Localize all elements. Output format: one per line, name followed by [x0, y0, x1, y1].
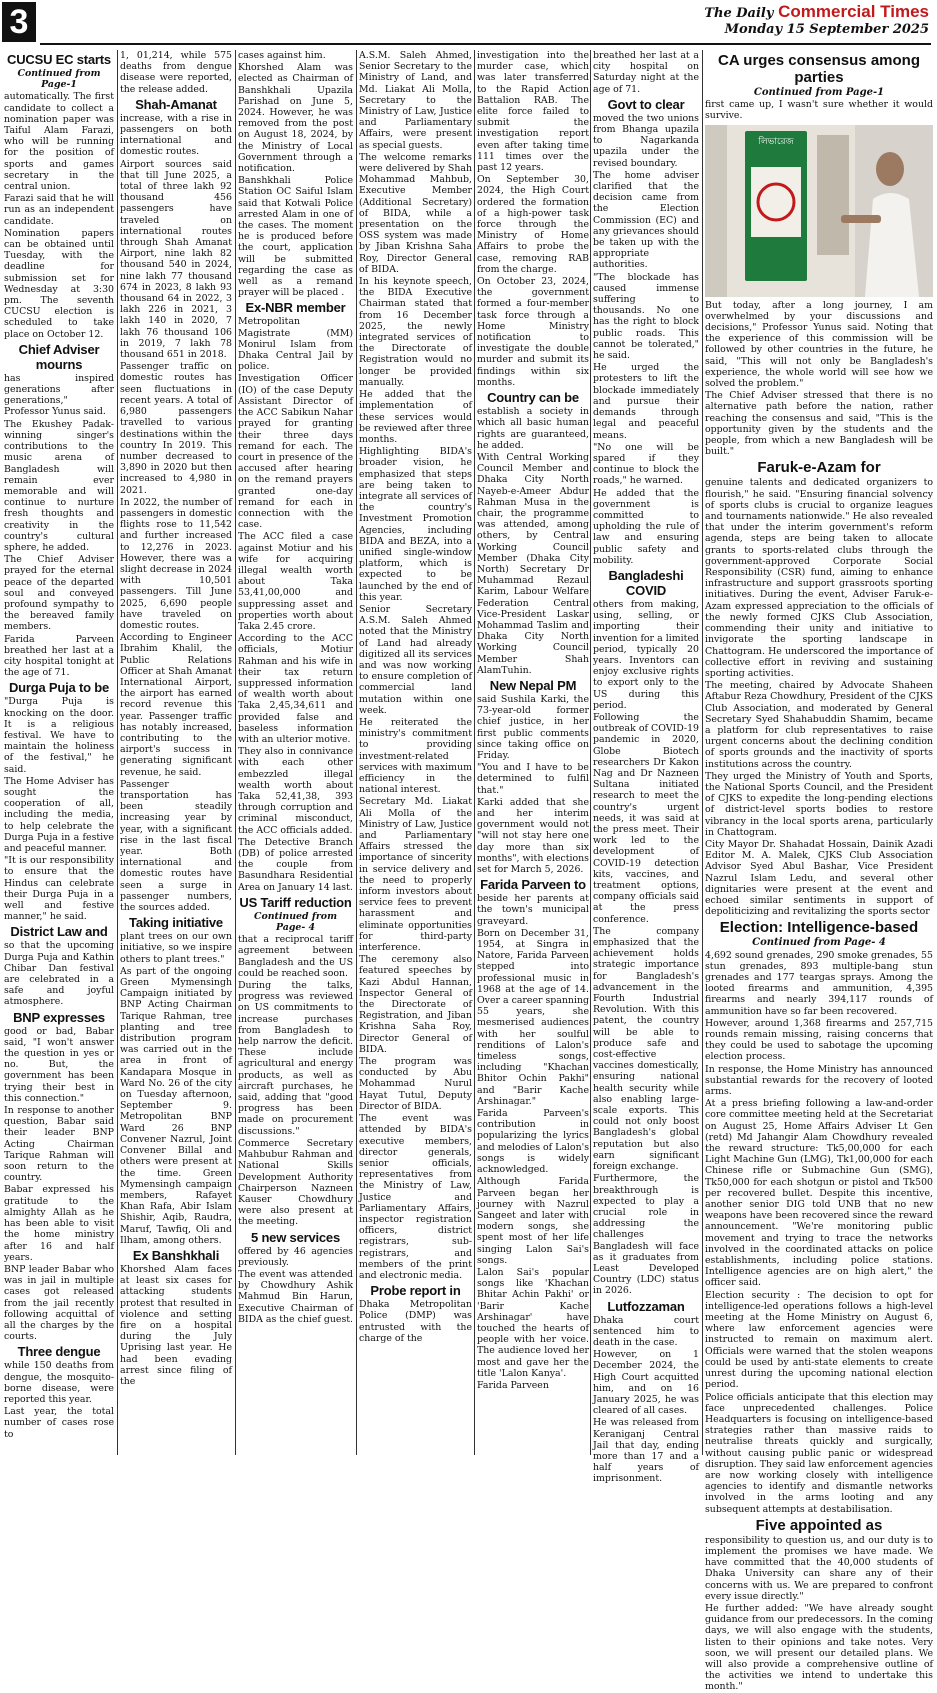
- article-paragraph: Following the outbreak of COVID-19 pandemic in 2020, Globe Biotech researchers Dr Kakon Nag and Dr Nazneen Sultana initiated research to meet the country's urgent needs, it was said at the press meet. Their work led to the development of COVID-19 detection kits, vaccines, and treatment options, company officials said at the press conference.: [593, 711, 699, 925]
- article-headline: Ex Banshkhali: [132, 1247, 220, 1263]
- article-paragraph: City Mayor Dr. Shahadat Hossain, Dainik Azadi Editor M. A. Malek, CJKS Club Association Advisor Syed Abul Bashar, Vice President Nazrul Islam Ledu, and several other dignitaries were present at the event and echoed similar sentiments in support of depoliticizing and revitalizing the sports sector: [705, 838, 933, 918]
- article-paragraph: Commerce Secretary Mahbubur Rahman and National Skills Development Authority Chairperson Nazneen Kauser Chowdhury were also present at the meeting.: [238, 1137, 353, 1228]
- article-paragraph: others from making, using, selling, or importing their invention for a limited period, typically 20 years. Inventors can enjoy exclusive rights to export only to the US during this period.: [593, 598, 699, 711]
- article-paragraph: "You and I have to be determined to fulfil that.": [477, 762, 589, 796]
- article-paragraph: Lalon Sai's popular songs like 'Khachan Bhitar Achin Pakhi' or 'Barir Kache Arshinagar' have touched the hearts of people with her voice. The audience loved her most and gave her the title 'Lalon Kanya'.: [477, 1266, 589, 1379]
- article-paragraph: Election security : The decision to opt for intelligence-led operations follows a high-level meeting at the Home Ministry on August 6, where law enforcement agencies were instructed to remain on maximum alert. Officials were warned that the stolen weapons could be used by anti-state elements to create unrest during the upcoming national election period.: [705, 1289, 933, 1391]
- article-headline: US Tariff reduction: [239, 894, 352, 910]
- article-paragraph: In response, the Home Ministry has announced substantial rewards for the recovery of looted arms.: [705, 1063, 933, 1098]
- article-paragraph: while 150 deaths from dengue, the mosquito-borne disease, were reported this year.: [4, 1360, 114, 1405]
- article-paragraph: Metropolitan Magistrate (MM) Monirul Islam from Dhaka Central Jail by police.: [238, 316, 353, 373]
- article-paragraph: The meeting, chaired by Advocate Shaheen Aftabur Reza Chowdhury, President of the CJKS Club Association, and moderated by General Secretary Syed Shahabuddin Shamim, became a platform for club representatives to raise urgent concerns about the declining condition of sports grounds and the inactivity of sports institutions across the country.: [705, 680, 933, 770]
- article-paragraph: In 2022, the number of passengers in domestic flights rose to 11,542 and further increased to 12,276 in 2023. However, there was a slight decrease in 2024 with 10,501 passengers. Till June 2025, 6,690 people have traveled on domestic routes.: [120, 496, 232, 631]
- article-headline: District Law and: [10, 924, 108, 940]
- article-paragraph: The ACC filed a case against Motiur and his wife for acquiring illegal wealth worth about Taka 53,41,00,000 and suppressing asset and properties worth about Taka 2.45 crore.: [238, 531, 353, 632]
- article-paragraph: has inspired generations after generations," Professor Yunus said.: [4, 372, 114, 418]
- column-divider: [590, 50, 591, 1455]
- article-paragraph: breathed her last at a city hospital on Saturday night at the age of 71.: [593, 50, 699, 95]
- article-paragraph: Although Farida Parveen began her journey with Nazrul Sangeet and later with modern songs, she spent most of her life singing Lalon Sai's songs.: [477, 1176, 589, 1266]
- article-paragraph: The home adviser clarified that the decision came from the Election Commission (EC) and any grievances should be taken up with the appropriate authorities.: [593, 169, 699, 271]
- article-paragraph: A.S.M. Saleh Ahmed, Senior Secretary to the Ministry of Land, and Md. Liakat Ali Molla, Secretary to the Ministry of Law, Justice and Parliamentary Affairs, were present as special guests.: [359, 50, 472, 151]
- article-paragraph: so that the upcoming Durga Puja and Kathin Chibar Dan festival are celebrated in a safe and joyful atmosphere.: [4, 940, 114, 1008]
- article-paragraph: He urged the protesters to lift the blockade immediately and pursue their demands through legal and peaceful means.: [593, 362, 699, 441]
- masthead: [0, 0, 937, 46]
- article-headline: Ex-NBR member: [245, 300, 346, 316]
- column-1: [4, 50, 114, 1455]
- page-number: 3: [2, 2, 36, 42]
- newspaper-brand: [704, 2, 929, 22]
- column-divider: [474, 50, 475, 1455]
- article-paragraph: investigation into the murder case, which was later transferred to the Rapid Action Battalion RAB. The elite force failed to submit the investigation report even after taking time 111 times over the past 12 years.: [477, 50, 589, 174]
- article-paragraph: He further added: "We have already sought guidance from our predecessors. In the coming days, we will also engage with the students, listen to their opinions and take notes. Very soon, we will present our detailed plans. We will also provide a comprehensive outline of the activities we intend to undertake this month.": [705, 1602, 933, 1693]
- article-paragraph: In his keynote speech, the BIDA Executive Chairman stated that from 16 December 2025, the newly integrated services of the Directorate of Registration would no longer be provided manually.: [359, 276, 472, 388]
- article-headline: Probe report in: [370, 1283, 461, 1299]
- column-divider: [702, 50, 703, 1455]
- article-paragraph: Dhaka court sentenced him to death in the case.: [593, 1314, 699, 1348]
- article-paragraph: Passenger transportation has been steadily increasing year by year, with a significant rise in the last fiscal year. Both international and domestic routes have seen a surge in passenger numbers, the sources added.: [120, 778, 232, 914]
- column-3: [238, 50, 353, 1455]
- column-divider: [117, 50, 118, 1455]
- article-paragraph: "Durga Puja is knocking on the door. It is a religious festival. We have to maintain the holiness of the festival," he said.: [4, 696, 114, 775]
- article-paragraph: said Sushila Karki, the 73-year-old former chief justice, in her first public comments since taking office on Friday.: [477, 693, 589, 761]
- column-5: [477, 50, 589, 1455]
- continued-note: Continued from Page-1: [17, 68, 101, 91]
- article-paragraph: cases against him.: [238, 50, 326, 61]
- article-paragraph: However, around 1,368 firearms and 257,715 rounds remain missing, raising concerns that they could be used to sabotage the upcoming election process.: [705, 1017, 933, 1063]
- article-headline: CUCSU EC starts: [7, 52, 111, 67]
- article-paragraph: Babar expressed his gratitude to the almighty Allah as he has been able to visit the home ministry after 16 and half years.: [4, 1184, 114, 1263]
- article-paragraph: The Detective Branch (DB) of police arrested the couple from Basundhara Residential Area on January 14 last.: [238, 836, 353, 893]
- article-paragraph: Highlighting BIDA's broader vision, he emphasized that steps are being taken to integrate all services of the country's Investment Promotion Agencies, including BIDA and BEZA, into a unified single-window platform, which is expected to be launched by the end of this year.: [359, 446, 472, 603]
- photo-banner-text: লিভারেজ: [758, 136, 794, 147]
- article-headline: Lutfozzaman: [607, 1298, 685, 1314]
- issue-date: Monday 15 September 2025: [724, 22, 929, 37]
- article-paragraph: good or bad, Babar said, "I won't answer the question in yes or no. But, the government has been trying their best in this connection.": [4, 1025, 114, 1104]
- column-2: [120, 50, 232, 1455]
- article-headline: Farida Parveen to: [480, 877, 586, 893]
- article-paragraph: plant trees on our own initiative, so we inspire others to plant trees.": [120, 931, 232, 965]
- column-6: [593, 50, 699, 1485]
- article-paragraph: "The blockade has caused immense suffering to thousands. No one has the right to block public roads. This cannot be tolerated," he said.: [593, 271, 699, 362]
- article-paragraph: increase, with a rise in passengers on both international and domestic routes.: [120, 112, 232, 158]
- article-paragraph: Airport sources said that till June 2025, a total of three lakh 92 thousand 456 passengers have traveled on international routes through Shah Amanat Airport, nine lakh 82 thousand 540 in 2024, nine lakh 77 thousand 674 in 2023, 8 lakh 93 thousand 64 in 2022, 3 lakh 226 in 2021, 3 lakh 140 in 2020, 7 lakh 76 thousand 106 in 2019, 7 lakh 78 thousand 651 in 2018.: [120, 158, 232, 361]
- article-paragraph: Police officials anticipate that this election may face unprecedented challenges. Police Headquarters is focusing on intelligence-based strategies rather than massive raids to neutralise threats quickly and surgically, without causing public panic or widespread disruption. They said law enforcement agencies are now working closely with intelligence agencies to identify and dismantle networks involved in the arms looting and any subsequent attempts at destabilisation.: [705, 1391, 933, 1515]
- column-divider: [356, 50, 357, 1455]
- article-paragraph: Khorshed Alam was elected as Chairman of Banshkhali Upazila Parishad on June 5, 2024. However, he was removed from the post on August 18, 2024, by the Ministry of Local Government through a notification.: [238, 62, 353, 175]
- article-paragraph: Dhaka Metropolitan Police (DMP) was entrusted with the charge of the: [359, 1299, 472, 1344]
- article-headline: Election: Intelligence-based: [719, 919, 919, 937]
- article-headline: Govt to clear: [607, 96, 685, 112]
- article-paragraph: The event was attended by Chowdhury Ashik Mahmud Bin Harun, Executive Chairman of BIDA as the chief guest.: [238, 1268, 354, 1325]
- article-paragraph: The company emphasized that the achievement holds strategic importance for Bangladesh's advancement in the Fourth Industrial Revolution. With this patent, the country will be able to produce safe and cost-effective vaccines domestically, ensuring national health security while also enabling large-scale exports. This could not only boost Bangladesh's global reputation but also earn significant foreign exchange.: [593, 925, 699, 1173]
- article-paragraph: moved the two unions from Bhanga upazila to Nagarkanda upazila under the revised boundary.: [593, 112, 699, 169]
- article-paragraph: They urged the Ministry of Youth and Sports, the National Sports Council, and the President of CJKS to expedite the long-pending elections of district-level sports bodies to restore vibrancy in the local sports arena, particularly in Chattogram.: [705, 770, 933, 838]
- article-paragraph: The Chief Adviser prayed for the eternal peace of the departed soul and conveyed profound sympathy to the bereaved family members.: [4, 554, 114, 633]
- masthead-rule: [40, 43, 931, 45]
- article-paragraph: According to the ACC officials, Motiur Rahman and his wife in their tax return suppressed information of wealth worth about Taka 2,45,34,611 and provided false and baseless information with an ulterior motive.: [238, 633, 353, 745]
- column-4: [359, 50, 472, 1455]
- brand-name: Commercial Times: [778, 2, 929, 21]
- article-paragraph: beside her parents at the town's municipal graveyard.: [477, 893, 589, 927]
- article-paragraph: He reiterated the ministry's commitment to providing investment-related services with maximum efficiency in the national interest.: [359, 716, 472, 796]
- article-paragraph: The program was conducted by Abu Mohammad Nurul Hayat Tutul, Deputy Director of BIDA.: [359, 1056, 472, 1112]
- article-paragraph: Furthermore, the breakthrough is expected to play a crucial role in addressing the challenges Bangladesh will face as it graduates from Least Developed Country (LDC) status in 2026.: [593, 1173, 699, 1297]
- article-paragraph: They also in connivance with each other embezzled illegal wealth worth about Taka 52,41,38, 393 through corruption and criminal misconduct, the ACC officials added.: [238, 746, 353, 836]
- article-headline: Taking initiative: [129, 915, 223, 931]
- article-headline: New Nepal PM: [489, 677, 577, 693]
- article-paragraph: However, on 1 December 2024, the High Court acquitted him, and on 16 January 2025, he was cleared of all cases.: [593, 1349, 699, 1417]
- article-paragraph: establish a society in which all basic human rights are guaranteed, he added.: [477, 406, 589, 451]
- article-paragraph: that a reciprocal tariff agreement between Bangladesh and the US could be reached soon.: [238, 934, 353, 979]
- article-paragraph: During the talks, progress was reviewed on US commitments to increase purchases from Bangladesh to help narrow the deficit. These include agricultural and energy products, as well as aircraft purchases, he said, adding that "good progress has been made on procurement discussions.": [238, 980, 353, 1137]
- article-paragraph: Senior Secretary A.S.M. Saleh Ahmed noted that the Ministry of Land had already digitized all its services and was now working to ensure completion of commercial land mutation within one week.: [359, 603, 472, 716]
- article-paragraph: genuine talents and dedicated organizers to flourish," he said. "Ensuring financial solvency of sports clubs is crucial to organize leagues and tournaments nationwide." He also revealed that under the interim government's reform agenda, steps are being taken to allocate grants to sports-related clubs through the government-approved Corporate Social Responsibility (CSR) fund, aiming to enhance infrastructure and support grassroots sporting initiatives. During the event, Adviser Faruk-e-Azam expressed appreciation to the officials of the newly formed CJKS Club Association, commending their unity and initiative to invigorate the sporting landscape in Chattogram. He underscored the importance of collective effort in reviving and sustaining sporting activities.: [705, 477, 933, 679]
- article-paragraph: Passenger traffic on domestic routes has seen fluctuations in recent years. A total of 6,980 passengers travelled to various destinations within the country In 2019. This number decreased to 3,890 in 2020 but then increased to 4,980 in 2021.: [120, 361, 232, 496]
- article-paragraph: The ceremony also featured speeches by Kazi Abdul Hannan, Inspector General of the Directorate of Registration, and Jiban Krishna Saha Roy, Director General of BIDA.: [359, 954, 472, 1055]
- article-paragraph: But today, after a long journey, I am overwhelmed by your discussions and decisions," Professor Yunus said. Noting that the experience of this commission will be followed by other countries in the future, he said, "This will not only be Bangladesh's experience, the whole world will see how we solved the problem.": [705, 299, 933, 390]
- article-headline: Five appointed as: [755, 1516, 883, 1534]
- article-headline: CA urges consensus among parties: [718, 52, 920, 86]
- brand-prefix: The Daily: [704, 6, 774, 21]
- continued-note: Continued from Page- 4: [752, 937, 886, 949]
- article-paragraph: Farida Parveen breathed her last at a city hospital tonight at the age of 71.: [4, 633, 114, 679]
- article-headline: Shah-Amanat: [135, 96, 217, 112]
- article-headline: Bangladeshi COVID: [608, 567, 684, 598]
- article-paragraph: first came up, I wasn't sure whether it would survive.: [705, 99, 933, 122]
- article-paragraph: Last year, the total number of cases rose to: [4, 1406, 114, 1440]
- article-paragraph: On September 30, 2024, the High Court ordered the formation of a high-power task force through the Ministry of Home Affairs to probe the case, removing RAB from the charge.: [477, 174, 589, 275]
- article-paragraph: Nomination papers can be obtained until Tuesday, with the deadline for submission set for Wednesday at 3:30 pm. The seventh CUCSU election is scheduled to take place on October 12.: [4, 227, 114, 340]
- article-paragraph: At a press briefing following a law-and-order core committee meeting held at the Secretariat on August 25, Home Affairs Adviser Lt Gen (retd) Md Jahangir Alam Chowdhury revealed the reward structure: Tk5,00,000 for each Light Machine Gun (LMG), Tk1,00,000 for each Chinese rifle or Submachine Gun (SMG), Tk50,000 for each shotgun or pistol and Tk500 per recovered bullet. Despite this incentive, another senior DIG told UNB that no new weapons have been recovered since the reward announcement. "We're monitoring public movement and trying to trace the networks involved in the coordinated attacks on police establishments, including police stations. Intelligence agencies are on high alert," the officer said.: [705, 1098, 933, 1289]
- article-paragraph: Karki added that she and her interim government would not "will not stay here one day more than six months", with elections set for March 5, 2026.: [477, 796, 589, 876]
- continued-note: Continued from Page- 4: [254, 910, 337, 934]
- article-headline: Durga Puja to be: [8, 680, 110, 696]
- article-paragraph: Khorshed Alam faces at least six cases for attacking students protest that resulted in violence and setting fire on a hospital during the July Uprising last year. He had been evading arrest since filing of the: [120, 1263, 232, 1387]
- article-paragraph: "It is our responsibility to ensure that the Hindus can celebrate their Durga Puja in a well and festive manner," he said.: [4, 855, 114, 923]
- article-paragraph: "No one will be spared if they continue to block the roads," he warned.: [593, 441, 699, 487]
- article-paragraph: The Home Adviser has sought the cooperation of all, including the media, to help celebrate the Durga Puja in a festive and peaceful manner.: [4, 775, 114, 854]
- article-paragraph: In response to another question, Babar said their leader BNP Acting Chairman Tarique Rahman will soon return to the country.: [4, 1105, 114, 1184]
- article-paragraph: Farazi said that he will run as an independent candidate.: [4, 193, 114, 227]
- article-paragraph: Farida Parveen: [477, 1379, 549, 1391]
- article-paragraph: The Chief Adviser stressed that there is no alternative path before the nation, rather reaching the consensus and said, "This is the opportunity given by the students and the people, from which a new Bangladesh will be built.": [705, 390, 933, 458]
- article-paragraph: 1, 01,214, while 575 deaths from dengue disease were reported, the release added.: [120, 50, 232, 95]
- article-paragraph: 4,692 sound grenades, 290 smoke grenades, 55 stun grenades, 893 multiple-bang stun grenades and 177 teargas sprays. Among the looted firearms and ammunition, 4,395 firearms and nearly 394,117 rounds of ammunition have so far been recovered.: [705, 949, 933, 1017]
- article-headline: Chief Adviser mourns: [18, 341, 100, 372]
- article-headline: 5 new services: [251, 1229, 340, 1245]
- article-paragraph: With Central Working Council Member and Dhaka City North Nayeb-e-Ameer Abdur Rahman Musa in the chair, the programme was attended, among others, by Central Working Council Member (Dhaka City North) Secretary Dr Muhammad Rezaul Karim, Labour Welfare Federation Central Vice-President Laskar Mohammad Taslim and Dhaka City North Working Council Member Shah AlamTuhin.: [477, 451, 589, 676]
- news-photo: [705, 125, 933, 297]
- article-paragraph: Born on December 31, 1954, at Singra in Natore, Farida Parveen stepped into professional music in 1968 at the age of 14. Over a career spanning 55 years, she mesmerised audiences with her soulful renditions of Lalon's timeless songs, including "Khachan Bhitor Ochin Pakhi" and "Barir Kache Arshinagar.": [477, 927, 589, 1107]
- article-headline: Country can be: [487, 390, 579, 406]
- article-headline: Faruk-e-Azam for: [757, 459, 881, 477]
- article-paragraph: responsibility to question us, and our duty is to implement the promises we have made. We have committed that the 40,000 students of Dhaka University can share any of their concerns with us. We are prepared to confront every issue directly.": [705, 1534, 933, 1602]
- article-paragraph: The Ekushey Padak-winning singer's contributions to the music arena of Bangladesh will remain ever memorable and will continue to nurture fresh thoughts and creativity in the country's cultural sphere, he added.: [4, 418, 114, 553]
- right-column: [705, 50, 933, 1693]
- article-paragraph: According to Engineer Ibrahim Khalil, the Public Relations Officer at Shah Amanat International Airport, the airport has earned record revenue this year. Passenger traffic has notably increased, contributing to the airport's success in generating significant revenue, he said.: [120, 632, 232, 778]
- article-headline: BNP expresses: [13, 1009, 105, 1025]
- article-paragraph: Investigation Officer (IO) of the case Deputy Assistant Director of the ACC Sabikun Nahar prayed for granting their three days remand for each. The court in presence of the accused after hearing on the remand prayers granted one-day remand for each in connection with the case.: [238, 373, 353, 531]
- article-paragraph: Farida Parveen's contribution in popularizing the lyrics and melodies of Lalon's songs is widely acknowledged.: [477, 1108, 590, 1176]
- article-paragraph: Secretary Md. Liakat Ali Molla of the Ministry of Law, Justice and Parliamentary Affairs stressed the importance of sincerity in service delivery and the need to properly inform investors about service fees to prevent harassment and eliminate opportunities for third-party interference.: [359, 796, 472, 954]
- article-paragraph: automatically. The first candidate to collect a nomination paper was Taiful Alam Farazi, who will be running for the position of sports and games secretary in the central union.: [4, 91, 114, 193]
- article-paragraph: The welcome remarks were delivered by Shah Mohammad Mahbub, Executive Member (Additional Secretary) of BIDA, while a presentation on the OSS system was made by Jiban Krishna Saha Roy, Director General of BIDA.: [359, 151, 472, 275]
- article-paragraph: He was released from Keraniganj Central Jail that day, ending more than 17 and a half years of imprisonment.: [593, 1417, 699, 1485]
- column-divider: [235, 50, 236, 1455]
- article-paragraph: BNP leader Babar who was in jail in multiple cases got released from the jail recently following acquittal of all the charges by the courts.: [4, 1263, 114, 1343]
- continued-note: Continued from Page-1: [753, 87, 885, 98]
- article-paragraph: offered by 46 agencies previously.: [238, 1245, 353, 1268]
- article-paragraph: He added that the government is committed to upholding the rule of law and ensuring public safety and mobility.: [593, 487, 699, 566]
- article-paragraph: As part of the ongoing Green Mymensingh Campaign initiated by BNP Acting Chairman Tarique Rahman, tree planting and tree distribution program was carried out in the area in front of Kandapara Mosque in Ward No. 26 of the city on Tuesday afternoon, September 9. Metropolitan BNP Ward 26 BNP Convener Nazrul, Joint Convener Billal and others were present at the time. Green Mymensingh campaign members, Rafayet Khan Rafa, Abir Islam Shishir, Aqib, Raudra, Maruf, Tawfiq, Oli and Ilham, among others.: [120, 965, 232, 1246]
- article-paragraph: He added that the implementation of these services would be reviewed after three months.: [359, 389, 472, 445]
- article-paragraph: Banshkhali Police Station OC Saiful Islam said that Kotwali Police arrested Alam in one of the cases. The moment he is produced before the court, application will be submitted regarding the case as well as a remand prayer will be placed .: [238, 175, 353, 299]
- article-paragraph: On October 23, 2024, the government formed a four-member task force through a Home Ministry notification to investigate the double murder and submit its findings within six months.: [477, 276, 589, 388]
- article-paragraph: The event was attended by BIDA's executive members, director generals, senior officials, representatives from the Ministry of Law, Justice and Parliamentary Affairs, inspector registration officers, district registrars, sub-registrars, and members of the print and electronic media.: [359, 1113, 472, 1281]
- article-headline: Three dengue: [17, 1344, 101, 1360]
